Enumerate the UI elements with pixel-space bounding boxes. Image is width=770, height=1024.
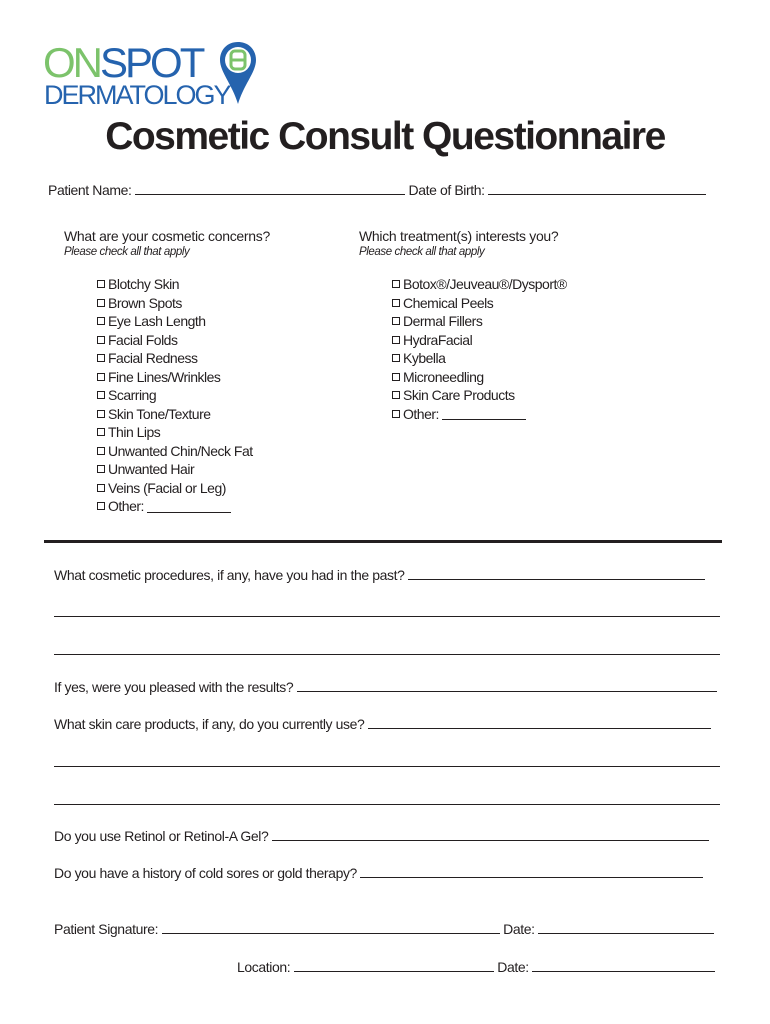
location-row xyxy=(237,958,715,976)
treatments-subtext: Please check all that apply xyxy=(359,246,485,258)
treatment-item[interactable] xyxy=(392,312,567,331)
signature-label: Patient Signature: xyxy=(54,921,159,937)
checkbox-icon[interactable] xyxy=(97,465,105,473)
retinol-label: Do you use Retinol or Retinol-A Gel? xyxy=(54,828,269,844)
concern-label: Facial Folds xyxy=(108,331,178,348)
checkbox-icon[interactable] xyxy=(97,410,105,418)
logo-onspot-wordmark xyxy=(43,39,203,86)
pleased-label: If yes, were you pleased with the results? xyxy=(54,679,294,695)
checkbox-icon[interactable] xyxy=(392,299,400,307)
products-row xyxy=(54,715,711,733)
checkbox-icon[interactable] xyxy=(392,336,400,344)
treatment-label: Microneedling xyxy=(403,368,484,385)
concern-label: Skin Tone/Texture xyxy=(108,405,211,422)
checkbox-icon[interactable] xyxy=(392,354,400,362)
concern-item[interactable] xyxy=(97,460,253,479)
concerns-heading: What are your cosmetic concerns? xyxy=(64,228,270,244)
treatments-section xyxy=(359,227,558,259)
concerns-section xyxy=(64,227,270,259)
treatment-label: Dermal Fillers xyxy=(403,313,483,329)
checkbox-icon[interactable] xyxy=(392,391,400,399)
location-field[interactable] xyxy=(294,959,494,972)
treatment-item-other[interactable] xyxy=(392,405,567,424)
concern-label: Unwanted Hair xyxy=(108,461,195,477)
checkbox-icon[interactable] xyxy=(97,502,105,510)
signature-date-label: Date: xyxy=(503,921,535,937)
checkbox-icon[interactable] xyxy=(97,280,105,288)
page-title: Cosmetic Consult Questionnaire xyxy=(105,115,665,158)
treatment-label: Botox®/Jeuveau®/Dysport® xyxy=(403,276,567,292)
concern-item[interactable] xyxy=(97,423,253,442)
checkbox-icon[interactable] xyxy=(97,317,105,325)
concern-label: Scarring xyxy=(108,387,157,403)
past-procedures-line-2[interactable] xyxy=(54,616,720,617)
concern-item[interactable] xyxy=(97,294,253,313)
signature-date-field[interactable] xyxy=(538,921,714,934)
products-field[interactable] xyxy=(368,716,711,729)
cold-sores-field[interactable] xyxy=(360,865,703,878)
treatment-item[interactable] xyxy=(392,294,567,313)
patient-name-row xyxy=(48,181,706,199)
past-procedures-row xyxy=(54,566,705,584)
concerns-subtext: Please check all that apply xyxy=(64,246,190,258)
treatment-other-field[interactable] xyxy=(442,407,526,420)
products-label: What skin care products, if any, do you currently use? xyxy=(54,716,365,732)
concern-item[interactable] xyxy=(97,479,253,498)
checkbox-icon[interactable] xyxy=(97,391,105,399)
concern-label: Blotchy Skin xyxy=(108,276,180,292)
checkbox-icon[interactable] xyxy=(97,447,105,455)
onspot-logo xyxy=(40,40,270,112)
concern-item[interactable] xyxy=(97,331,253,350)
pleased-field[interactable] xyxy=(297,679,717,692)
concern-item[interactable] xyxy=(97,386,253,405)
section-divider xyxy=(44,540,722,543)
concern-item[interactable] xyxy=(97,312,253,331)
dob-label: Date of Birth: xyxy=(408,182,485,198)
location-label: Location: xyxy=(237,959,291,975)
concern-label: Facial Redness xyxy=(108,350,198,366)
treatment-item[interactable] xyxy=(392,368,567,387)
checkbox-icon[interactable] xyxy=(392,410,400,418)
checkbox-icon[interactable] xyxy=(97,299,105,307)
pleased-row xyxy=(54,678,717,696)
concern-item[interactable] xyxy=(97,442,253,461)
treatment-label: HydraFacial xyxy=(403,331,473,348)
concern-label: Veins (Facial or Leg) xyxy=(108,479,226,496)
signature-field[interactable] xyxy=(162,921,500,934)
checkbox-icon[interactable] xyxy=(97,484,105,492)
treatment-item[interactable] xyxy=(392,275,567,294)
cold-sores-label: Do you have a history of cold sores or gold therapy? xyxy=(54,865,357,881)
dob-field[interactable] xyxy=(488,182,706,195)
treatment-item[interactable] xyxy=(392,331,567,350)
treatment-item[interactable] xyxy=(392,349,567,368)
concerns-list xyxy=(97,275,253,516)
location-date-label: Date: xyxy=(497,959,529,975)
treatment-label: Chemical Peels xyxy=(403,294,494,311)
concern-label: Eye Lash Length xyxy=(108,313,206,329)
patient-name-label: Patient Name: xyxy=(48,182,132,198)
treatment-item[interactable] xyxy=(392,386,567,405)
concern-item[interactable] xyxy=(97,349,253,368)
treatment-label: Skin Care Products xyxy=(403,387,515,403)
products-line-3[interactable] xyxy=(54,804,720,805)
checkbox-icon[interactable] xyxy=(97,354,105,362)
treatments-heading: Which treatment(s) interests you? xyxy=(359,228,559,244)
logo-on-text: ON xyxy=(43,39,100,86)
concern-label: Brown Spots xyxy=(108,294,182,311)
concern-item[interactable] xyxy=(97,405,253,424)
checkbox-icon[interactable] xyxy=(97,428,105,436)
concern-label: Unwanted Chin/Neck Fat xyxy=(108,442,253,459)
past-procedures-field[interactable] xyxy=(408,567,705,580)
concern-item-other[interactable] xyxy=(97,497,253,516)
retinol-row xyxy=(54,827,709,845)
location-date-field[interactable] xyxy=(532,959,715,972)
treatments-list xyxy=(392,275,567,423)
checkbox-icon[interactable] xyxy=(97,373,105,381)
checkbox-icon[interactable] xyxy=(392,280,400,288)
past-procedures-label: What cosmetic procedures, if any, have you had in the past? xyxy=(54,567,405,583)
patient-name-field[interactable] xyxy=(135,182,405,195)
past-procedures-line-3[interactable] xyxy=(54,654,720,655)
checkbox-icon[interactable] xyxy=(97,336,105,344)
logo-spot-text: SPOT xyxy=(100,39,203,86)
concern-other-field[interactable] xyxy=(147,500,231,513)
cold-sores-row xyxy=(54,864,703,882)
logo-dermatology-text: DERMATOLOGY xyxy=(44,80,230,110)
concern-label: Thin Lips xyxy=(108,424,161,440)
checkbox-icon[interactable] xyxy=(392,373,400,381)
concern-item[interactable] xyxy=(97,368,253,387)
location-pin-icon xyxy=(218,40,258,106)
concern-label: Other: xyxy=(108,498,144,514)
signature-row xyxy=(54,920,714,938)
concern-item[interactable] xyxy=(97,275,253,294)
concern-label: Fine Lines/Wrinkles xyxy=(108,368,221,385)
retinol-field[interactable] xyxy=(272,828,709,841)
treatment-label: Kybella xyxy=(403,350,446,366)
checkbox-icon[interactable] xyxy=(392,317,400,325)
treatment-label: Other: xyxy=(403,405,439,422)
products-line-2[interactable] xyxy=(54,766,720,767)
